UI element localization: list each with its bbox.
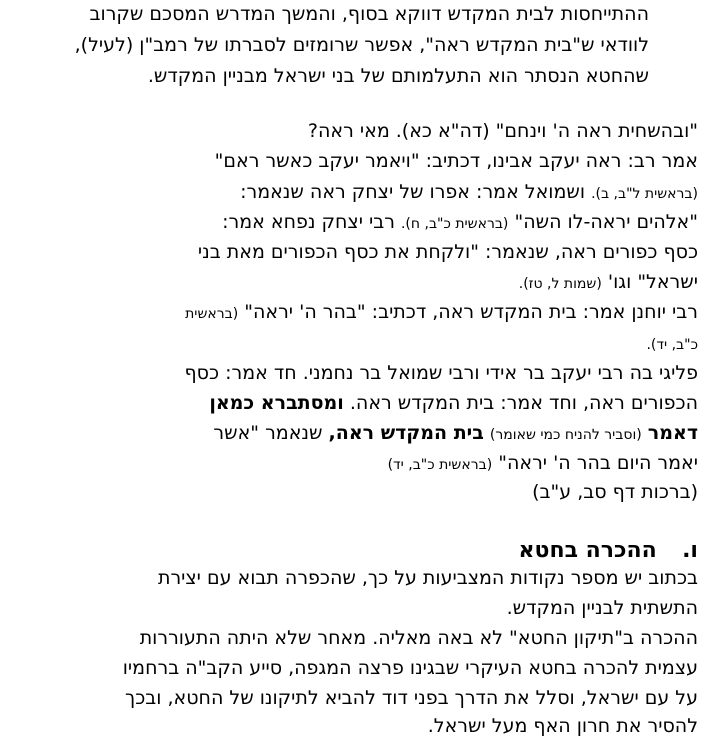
section-line-3: ההכרה ב"תיקון החטא" לא באה מאליה. מאחר שלא היתה התעוררות: [139, 627, 698, 649]
section-line-5: על עם ישראל, וסלל את הדרך בפני דוד להביא לתיקונו של החטא, ובכך: [125, 687, 698, 709]
section-line-1: בכתוב יש מספר נקודות המצביעות על כך, שהכפרה תבוא עם יצירת: [157, 567, 698, 589]
intro-line-3: שהחטא הנסתר הוא התעלמותם של בני ישראל מבניין המקדש.: [147, 65, 649, 87]
section-heading: [519, 540, 698, 562]
quote-text: שנאמר "אשר: [213, 422, 323, 444]
quote-text: רבי יצחק נפחא אמר:: [222, 211, 395, 233]
quote-line-1: "ובהשחית ראה ה' וינחם" (דה"א כא). מאי ראה?: [307, 120, 698, 142]
quote-line-2: אמר רב: ראה יעקב אבינו, דכתיב: "ויאמר יעקב כאשר ראם": [214, 150, 698, 172]
intro-line-2: לוודאי ש"בית המקדש ראה", אפשר שרומזים לסברתו של רמב"ן (לעיל),: [74, 34, 649, 56]
quote-line-7: [185, 303, 698, 322]
quote-bold-text: בית המקדש ראה,: [328, 422, 484, 444]
section-line-6: להסיר את חרון האף מעל ישראל.: [427, 715, 698, 737]
section-title: ההכרה בחטא: [518, 538, 657, 563]
quote-gloss: (וסביר להניח כמי שאומר): [489, 427, 642, 443]
quote-line-9: פליגי בה רבי יעקב בר אידי ורבי שמואל בר נחמני. חד אמר: כסף: [184, 362, 698, 384]
section-line-2: התשתית לבניין המקדש.: [506, 597, 698, 619]
section-line-4: עצמית להכרה בחטא העיקרי שבגינו פרצה המגפה, סייע הקב"ה ברחמיו: [122, 657, 698, 679]
quote-citation: כ"ב, יד).: [646, 337, 698, 353]
quote-line-12: [388, 454, 698, 473]
quote-text: יאמר היום בהר ה' יראה": [498, 452, 698, 474]
quote-citation: (שמות ל, טז).: [518, 276, 602, 292]
quote-citation: (בראשית ל"ב, ב).: [591, 186, 698, 202]
quote-text: ישראל" וגו': [607, 271, 698, 293]
quote-line-10: [209, 394, 698, 413]
quote-citation: (בראשית כ"ב, ח).: [400, 216, 509, 232]
section-number: ו.: [682, 538, 698, 563]
quote-line-6: [519, 273, 698, 292]
quote-line-5: כסף כפורים ראה, שנאמר: "ולקחת את כסף הכפורים מאת בני: [197, 241, 698, 263]
quote-text: "אלהים יראה-לו השה": [514, 211, 698, 233]
quote-text: ושמואל אמר: אפרו של יצחק ראה שנאמר:: [240, 181, 586, 203]
quote-bold-text: דאמר: [647, 422, 698, 444]
quote-citation: (בראשית כ"ב, יד): [387, 457, 493, 473]
quote-text: הכפורים ראה, וחד אמר: בית המקדש ראה.: [349, 392, 698, 414]
quote-citation: (בראשית: [185, 306, 239, 322]
quote-text: רבי יוחנן אמר: בית המקדש ראה, דכתיב: "בהר ה' יראה": [244, 301, 698, 323]
quote-source: (ברכות דף סב, ע"ב): [532, 481, 698, 503]
quote-line-3: [240, 183, 698, 202]
quote-line-11: [213, 424, 698, 443]
quote-line-4: [222, 213, 698, 232]
intro-line-1: ההתייחסות לבית המקדש דווקא בסוף, והמשך המדרש המסכם שקרוב: [89, 3, 649, 25]
quote-bold-text: ומסתברא כמאן: [209, 392, 344, 414]
quote-line-8: [646, 334, 698, 353]
